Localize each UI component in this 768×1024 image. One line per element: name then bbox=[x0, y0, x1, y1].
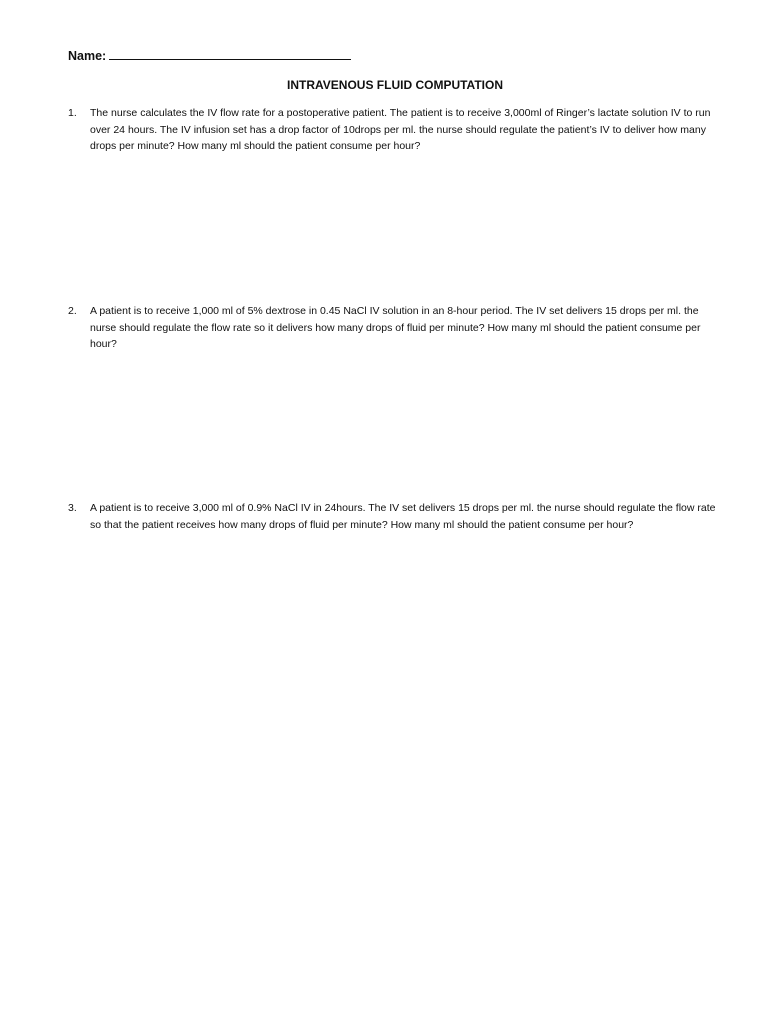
question-1 bbox=[68, 105, 720, 155]
question-number: 3. bbox=[68, 502, 77, 514]
question-text: A patient is to receive 3,000 ml of 0.9% NaCl IV in 24hours. The IV set delivers 15 drops per ml. the nurse should regulate the flow rate so that the patient receives how many drops of fluid per minute? How many ml should the patient consume per hour? bbox=[90, 502, 716, 531]
question-2 bbox=[68, 303, 720, 353]
page-title: INTRAVENOUS FLUID COMPUTATION bbox=[287, 78, 503, 92]
question-number: 2. bbox=[68, 305, 77, 317]
question-number: 1. bbox=[68, 107, 77, 119]
question-text: A patient is to receive 1,000 ml of 5% dextrose in 0.45 NaCl IV solution in an 8-hour period. The IV set delivers 15 drops per ml. the nurse should regulate the flow rate so it delivers how many drops of fluid per minute? How many ml should the patient consume per hour? bbox=[90, 305, 701, 351]
question-text: The nurse calculates the IV flow rate for a postoperative patient. The patient is to receive 3,000ml of Ringer’s lactate solution IV to run over 24 hours. The IV infusion set has a drop factor of 10drops per ml. the nurse should regulate the patient’s IV to deliver how many drops per minute? How many ml should the patient consume per hour? bbox=[90, 107, 711, 153]
name-label: Name: bbox=[68, 49, 107, 63]
name-row bbox=[68, 47, 351, 63]
question-3 bbox=[68, 500, 720, 533]
name-blank-line[interactable] bbox=[109, 47, 351, 60]
